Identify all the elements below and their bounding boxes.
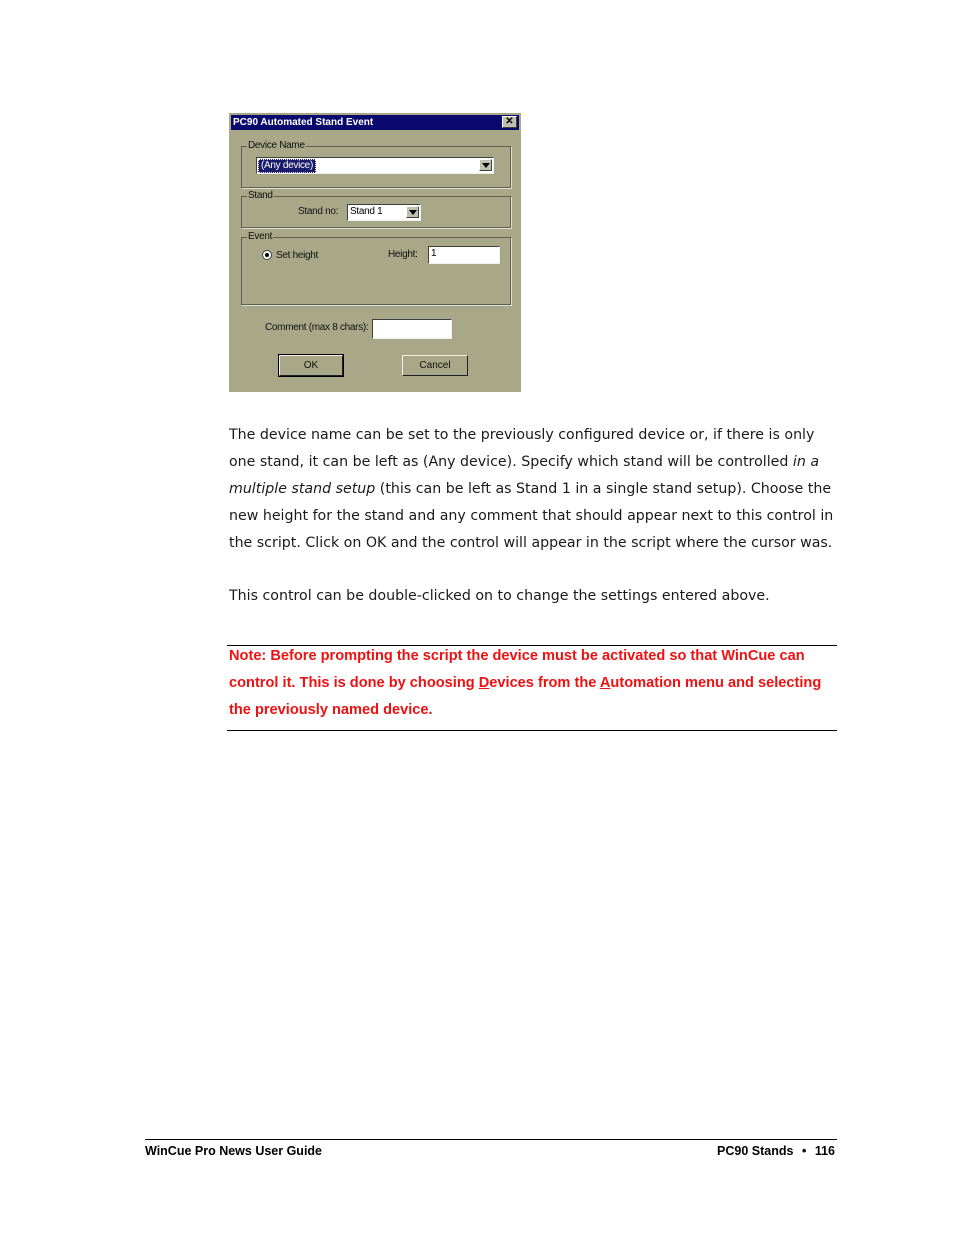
dialog-titlebar (231, 115, 519, 130)
set-height-radio[interactable] (262, 250, 272, 260)
note-bottom-rule (227, 730, 837, 731)
note-text-b: evices from the (489, 675, 600, 691)
set-height-label: Set height (276, 250, 319, 261)
stand-event-dialog (229, 113, 521, 392)
cancel-button[interactable]: Cancel (402, 355, 468, 376)
comment-label: Comment (max 8 chars): (265, 322, 369, 333)
chevron-down-icon[interactable] (479, 159, 492, 171)
comment-input[interactable] (372, 319, 452, 339)
paragraph-description-em: in a multiple stand setup (229, 454, 820, 497)
paragraph-description-b: (this can be left as Stand 1 in a single stand setup). Choose the new height for the stand and any comment that should appear next to this control in the script. Click on OK and the control will appear in the script where the cursor was. (229, 481, 834, 551)
height-input[interactable]: 1 (428, 246, 500, 264)
paragraph-description-a: The device name can be set to the previously configured device or, if there is only one stand, it can be left as (Any device). Specify which stand will be controlled (229, 427, 815, 470)
height-label: Height: (388, 249, 418, 260)
note-text-a: Note: Before prompting the script the device must be activated so that WinCue can control it. This is done by choosing (229, 648, 805, 691)
chevron-down-icon[interactable] (406, 206, 419, 218)
device-name-select[interactable] (256, 157, 494, 174)
event-group-label: Event (248, 231, 273, 242)
radio-selected-dot (265, 253, 269, 257)
stand-no-select[interactable] (347, 204, 421, 221)
footer-rule (145, 1139, 837, 1140)
note-text-c: utomation menu and selecting the previously named device. (229, 675, 822, 718)
footer-section: PC90 Stands (717, 1144, 794, 1158)
stand-group-label: Stand (248, 190, 273, 201)
close-icon[interactable]: ✕ (502, 116, 517, 128)
note-devices-key: D (478, 675, 490, 691)
note-block (229, 643, 839, 724)
note-automation-key: A (599, 675, 611, 691)
footer-page-number: 116 (814, 1144, 835, 1158)
footer-guide-title: WinCue Pro News User Guide (145, 1144, 323, 1158)
ok-button[interactable]: OK (279, 355, 343, 376)
device-name-value: (Any device) (258, 159, 316, 173)
device-name-group-label: Device Name (248, 140, 305, 151)
paragraph-double-click: This control can be double-clicked on to change the settings entered above. (229, 588, 770, 604)
dialog-title: PC90 Automated Stand Event (233, 117, 374, 128)
stand-no-label: Stand no: (298, 206, 339, 217)
stand-no-value: Stand 1 (350, 206, 383, 217)
footer-page-info (717, 1143, 835, 1159)
paragraph-description (229, 422, 839, 557)
footer-bullet: • (801, 1144, 807, 1158)
